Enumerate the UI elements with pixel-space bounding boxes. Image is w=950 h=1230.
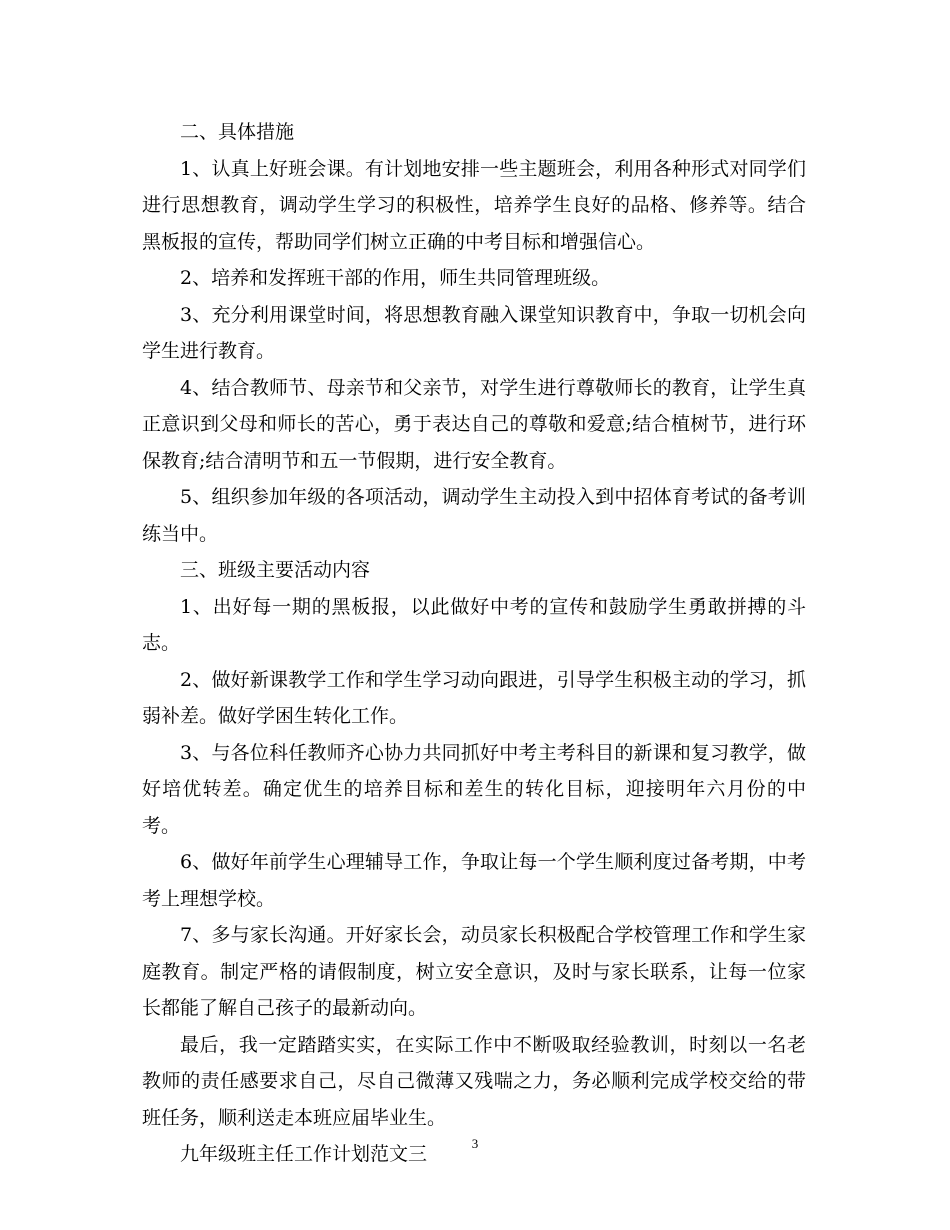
paragraph-new-lessons: 2、做好新课教学工作和学生学习动向跟进，引导学生积极主动的学习，抓弱补差。做好学困生转化工作。 xyxy=(142,668,806,727)
paragraph-festivals: 4、结合教师节、母亲节和父亲节，对学生进行尊敬师长的教育，让学生真正意识到父母和师长的苦心，勇于表达自己的尊敬和爱意;结合植树节，进行环保教育;结合清明节和五一节假期，进行安全教育。 xyxy=(142,376,806,472)
section-heading-measures: 二、具体措施 xyxy=(180,121,295,143)
paragraph-class-meeting: 1、认真上好班会课。有计划地安排一些主题班会，利用各种形式对同学们进行思想教育，调动学生学习的积极性，培养学生良好的品格、修养等。结合黑板报的宣传，帮助同学们树立正确的中考目标和增强信心。 xyxy=(142,157,806,253)
paragraph-parent-communication: 7、多与家长沟通。开好家长会，动员家长积极配合学校管理工作和学生家庭教育。制定严格的请假制度，树立安全意识，及时与家长联系，让每一位家长都能了解自己孩子的最新动向。 xyxy=(142,924,806,1019)
next-section-title: 九年级班主任工作计划范文三 xyxy=(180,1143,428,1165)
section-heading-activities: 三、班级主要活动内容 xyxy=(180,559,371,581)
paragraph-blackboard: 1、出好每一期的黑板报，以此做好中考的宣传和鼓励学生勇敢拼搏的斗志。 xyxy=(142,595,806,654)
paragraph-classroom-time: 3、充分利用课堂时间，将思想教育融入课堂知识教育中，争取一切机会向学生进行教育。 xyxy=(142,303,806,362)
paragraph-class-cadres: 2、培养和发挥班干部的作用，师生共同管理班级。 xyxy=(180,267,611,289)
paragraph-conclusion: 最后，我一定踏踏实实，在实际工作中不断吸取经验教训，时刻以一名老教师的责任感要求自己，尽自己微薄又残喘之力，务必顺利完成学校交给的带班任务，顺利送走本班应届毕业生。 xyxy=(142,1033,806,1129)
paragraph-grade-activities: 5、组织参加年级的各项活动，调动学生主动投入到中招体育考试的备考训练当中。 xyxy=(142,486,806,545)
paragraph-psychological-guidance: 6、做好年前学生心理辅导工作，争取让每一个学生顺利度过备考期，中考考上理想学校。 xyxy=(142,851,806,910)
document-body xyxy=(142,114,806,1173)
paragraph-teacher-cooperation: 3、与各位科任教师齐心协力共同抓好中考主考科目的新课和复习教学，做好培优转差。确定优生的培养目标和差生的转化目标，迎接明年六月份的中考。 xyxy=(142,741,806,837)
page-number: 3 xyxy=(471,1136,479,1151)
